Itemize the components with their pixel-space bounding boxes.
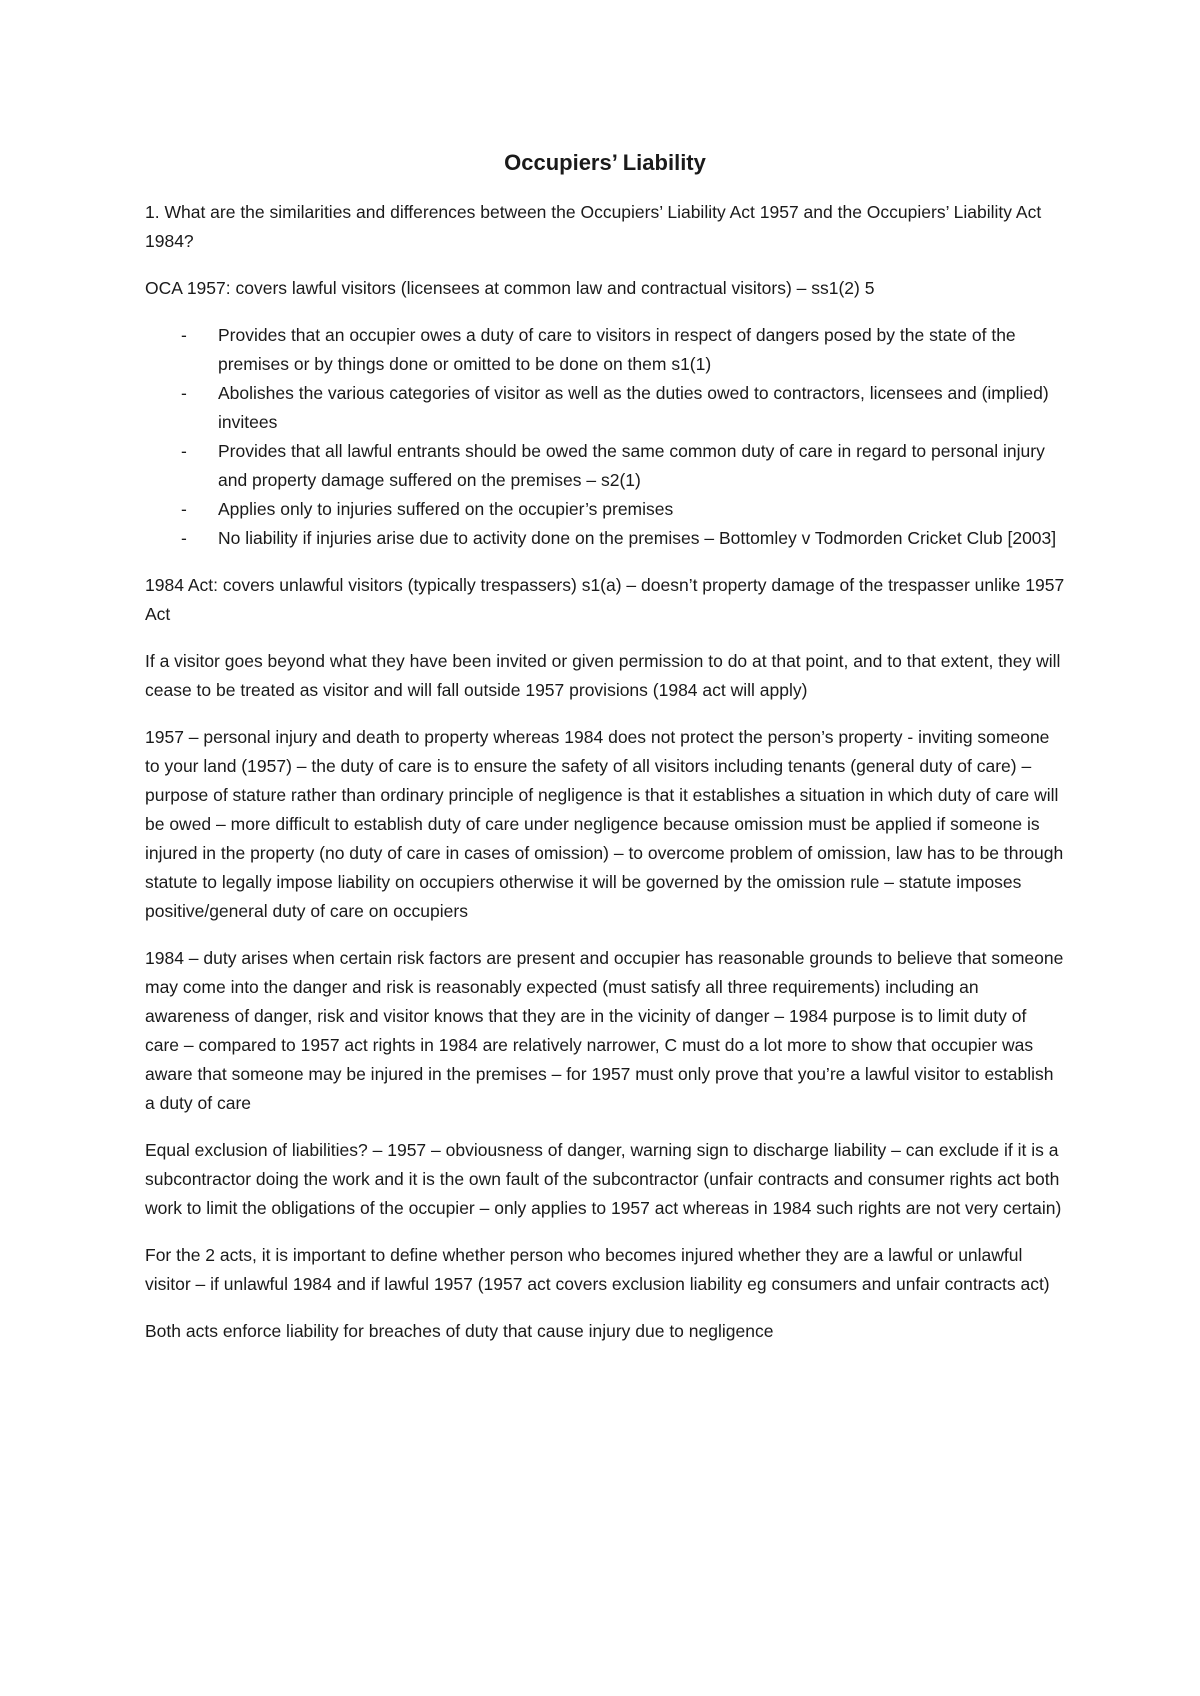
act-1984-duty-paragraph: 1984 – duty arises when certain risk factors are present and occupier has reasonable grounds to believe that someone may come into the danger and risk is reasonably expected (must satisfy all three requirements) including an awareness of danger, risk and visitor knows that they are in the vicinity of danger – 1984 purpose is to limit duty of care – compared to 1957 act rights in 1984 are relatively narrower, C must do a lot more to show that occupier was aware that someone may be injured in the premises – for 1957 must only prove that you’re a lawful visitor to establish a duty of care	[145, 948, 1064, 1113]
bullet-item	[145, 437, 1065, 495]
bullet-dash: -	[181, 383, 187, 403]
bullet-text: Provides that an occupier owes a duty of care to visitors in respect of dangers posed by the state of the premises or by things done or omitted to be done on them s1(1)	[218, 325, 1016, 374]
exclusion-paragraph: Equal exclusion of liabilities? – 1957 – obviousness of danger, warning sign to discharge liability – can exclude if it is a subcontractor doing the work and it is the own fault of the subcontractor (unfair contracts and consumer rights act both work to limit the obligations of the occupier – only applies to 1957 act whereas in 1984 such rights are not very certain)	[145, 1140, 1062, 1218]
bullet-dash: -	[181, 499, 187, 519]
bullet-text: Abolishes the various categories of visitor as well as the duties owed to contractors, licensees and (implied) invitees	[218, 383, 1049, 432]
bullet-dash: -	[181, 528, 187, 548]
bullet-item	[145, 495, 1065, 524]
act-1957-duty-paragraph: 1957 – personal injury and death to property whereas 1984 does not protect the person’s property - inviting someone to your land (1957) – the duty of care is to ensure the safety of all visitors including tenants (general duty of care) – purpose of stature rather than ordinary principle of negligence is that it establishes a situation in which duty of care will be owed – more difficult to establish duty of care under negligence because omission must be applied if someone is injured in the property (no duty of care in cases of omission) – to overcome problem of omission, law has to be through statute to legally impose liability on occupiers otherwise it will be governed by the omission rule – statute imposes positive/general duty of care on occupiers	[145, 727, 1064, 921]
act-1984-paragraph: 1984 Act: covers unlawful visitors (typically trespassers) s1(a) – doesn’t property damage of the trespasser unlike 1957 Act	[145, 575, 1065, 624]
document-body	[145, 198, 1065, 1364]
bullet-text: Applies only to injuries suffered on the occupier’s premises	[218, 499, 674, 519]
conclusion-paragraph: Both acts enforce liability for breaches of duty that cause injury due to negligence	[145, 1321, 774, 1341]
document-title: Occupiers’ Liability	[504, 150, 706, 175]
oca-1957-bullet-list	[145, 321, 1065, 553]
oca-1957-intro: OCA 1957: covers lawful visitors (licensees at common law and contractual visitors) – ss1(2) 5	[145, 278, 875, 298]
visitor-scope-paragraph: If a visitor goes beyond what they have been invited or given permission to do at that point, and to that extent, they will cease to be treated as visitor and will fall outside 1957 provisions (1984 act will apply)	[145, 651, 1061, 700]
bullet-text: Provides that all lawful entrants should be owed the same common duty of care in regard to personal injury and property damage suffered on the premises – s2(1)	[218, 441, 1045, 490]
bullet-dash: -	[181, 441, 187, 461]
lawful-unlawful-paragraph: For the 2 acts, it is important to define whether person who becomes injured whether they are a lawful or unlawful visitor – if unlawful 1984 and if lawful 1957 (1957 act covers exclusion liability eg consumers and unfair contracts act)	[145, 1245, 1050, 1294]
bullet-item	[145, 379, 1065, 437]
bullet-dash: -	[181, 325, 187, 345]
bullet-item	[145, 524, 1065, 553]
question-paragraph: 1. What are the similarities and differences between the Occupiers’ Liability Act 1957 and the Occupiers’ Liability Act 1984?	[145, 202, 1042, 251]
bullet-text: No liability if injuries arise due to activity done on the premises – Bottomley v Todmorden Cricket Club [2003]	[218, 528, 1057, 548]
bullet-item	[145, 321, 1065, 379]
